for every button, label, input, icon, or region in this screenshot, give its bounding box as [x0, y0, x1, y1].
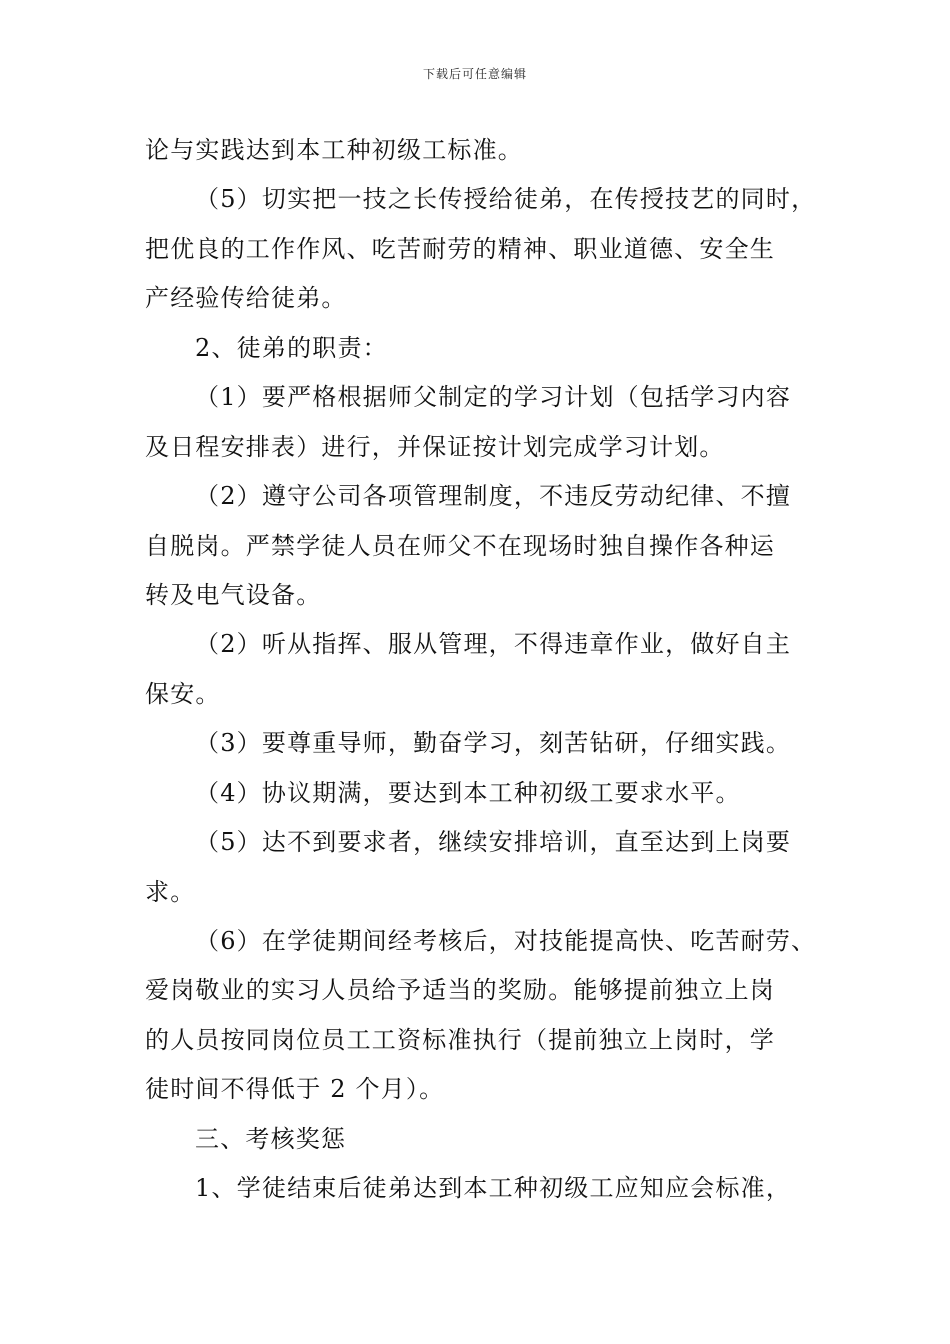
text-line: 及日程安排表）进行，并保证按计划完成学习计划。 — [145, 432, 725, 461]
text-line: 的人员按同岗位员工工资标准执行（提前独立上岗时，学 — [145, 1025, 775, 1054]
section-heading: 2、徒弟的职责： — [195, 333, 388, 362]
text-line: 自脱岗。严禁学徒人员在师父不在现场时独自操作各种运 — [145, 531, 775, 560]
page-header: 下载后可任意编辑 — [422, 67, 527, 81]
document-body — [145, 126, 817, 1214]
text-line: （5）达不到要求者，继续安排培训，直至达到上岗要 — [195, 828, 792, 857]
text-line: （6）在学徒期间经考核后，对技能提高快、吃苦耐劳、 — [195, 927, 817, 955]
text-line: 论与实践达到本工种初级工标准。 — [145, 136, 523, 164]
text-line: 爱岗敬业的实习人员给予适当的奖励。能够提前独立上岗 — [145, 976, 775, 1005]
section-heading: 三、考核奖惩 — [195, 1124, 347, 1153]
text-line: 徒时间不得低于 2 个月）。 — [145, 1075, 445, 1104]
text-line: （5）切实把一技之长传授给徒弟，在传授技艺的同时， — [195, 185, 817, 214]
text-line: 产经验传给徒弟。 — [145, 284, 347, 313]
text-line: 1、学徒结束后徒弟达到本工种初级工应知应会标准， — [195, 1174, 792, 1203]
text-line: 求。 — [145, 877, 196, 906]
text-line: 转及电气设备。 — [145, 580, 322, 609]
text-line: （2）遵守公司各项管理制度，不违反劳动纪律、不擅 — [195, 482, 792, 511]
text-line: 保安。 — [145, 679, 221, 708]
text-line: 把优良的工作作风、吃苦耐劳的精神、职业道德、安全生 — [145, 234, 775, 263]
text-line: （3）要尊重导师，勤奋学习，刻苦钻研，仔细实践。 — [195, 729, 792, 758]
text-line: （4）协议期满，要达到本工种初级工要求水平。 — [195, 778, 741, 807]
text-line: （1）要严格根据师父制定的学习计划（包括学习内容 — [195, 383, 792, 412]
text-line: （2）听从指挥、服从管理，不得违章作业，做好自主 — [195, 630, 792, 659]
